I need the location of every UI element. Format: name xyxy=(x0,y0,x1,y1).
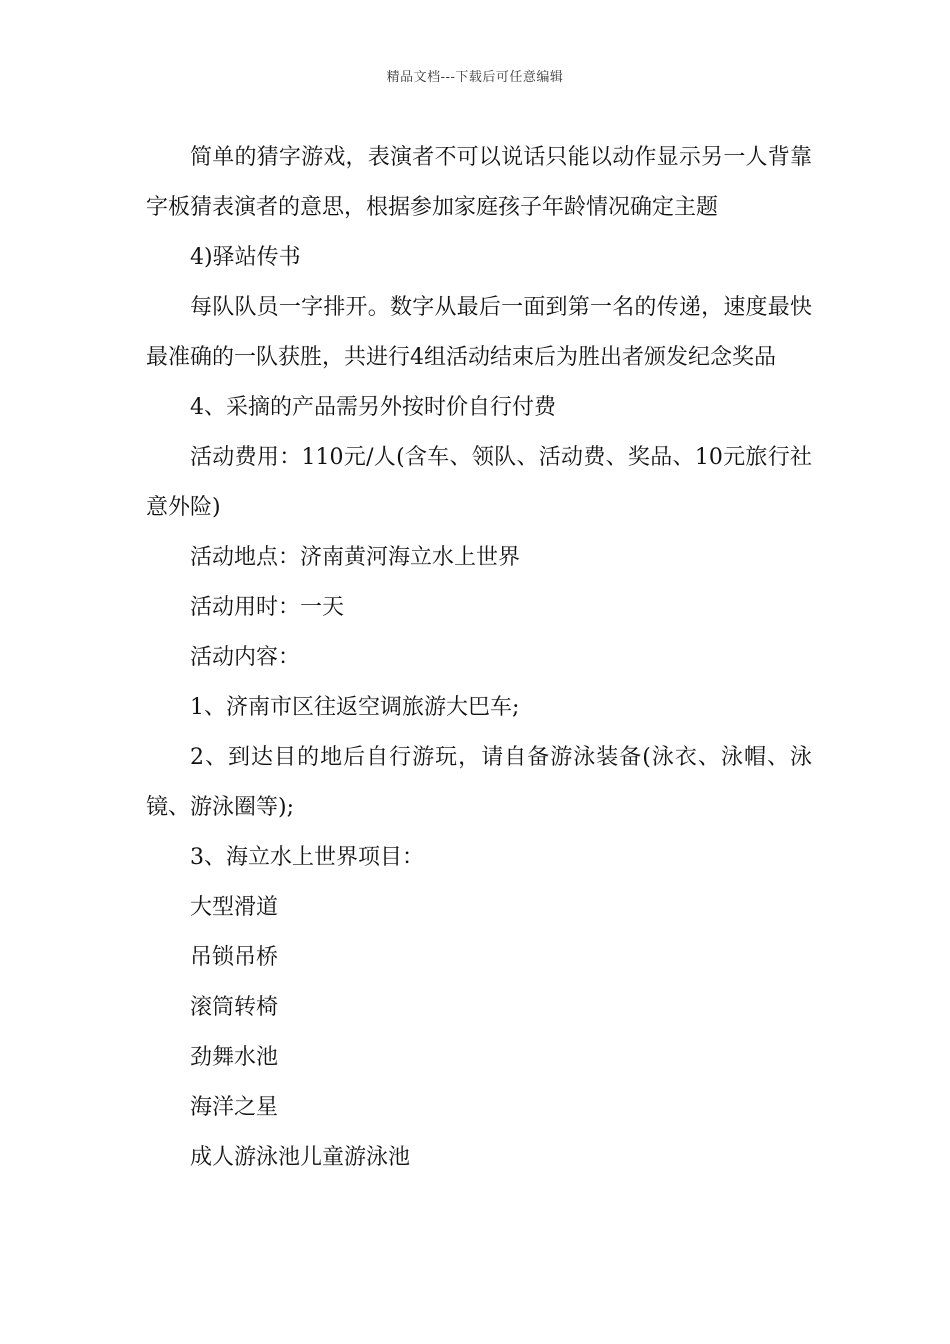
list-item-roller: 滚筒转椅 xyxy=(190,995,279,1020)
list-item-pools: 成人游泳池儿童游泳池 xyxy=(190,1145,411,1170)
paragraph-11: 3、海立水上世界项目： xyxy=(190,845,424,870)
paragraph-1: 简单的猜字游戏，表演者不可以说话只能以动作显示另一人背靠字板猜表演者的意思，根据参加家庭孩子年龄情况确定主题 xyxy=(146,145,812,220)
paragraph-3: 每队队员一字排开。数字从最后一面到第一名的传递，速度最快最准确的一队获胜，共进行4组活动结束后为胜出者颁发纪念奖品 xyxy=(146,295,812,370)
paragraph-10: 2、到达目的地后自行游玩，请自备游泳装备(泳衣、泳帽、泳镜、游泳圈等); xyxy=(146,745,812,820)
list-item-ocean-star: 海洋之星 xyxy=(190,1095,279,1120)
paragraph-9: 1、济南市区往返空调旅游大巴车; xyxy=(190,695,520,720)
list-item-bridge: 吊锁吊桥 xyxy=(190,945,279,970)
paragraph-8: 活动内容： xyxy=(190,645,301,670)
list-item-slide: 大型滑道 xyxy=(190,895,279,920)
list-item-dance-pool: 劲舞水池 xyxy=(190,1045,279,1070)
page-header: 精品文档---下载后可任意编辑 xyxy=(386,70,564,85)
document-body xyxy=(146,133,812,1183)
paragraph-6: 活动地点：济南黄河海立水上世界 xyxy=(190,545,521,570)
paragraph-5: 活动费用：110元/人(含车、领队、活动费、奖品、10元旅行社意外险) xyxy=(146,445,812,520)
paragraph-4: 4、采摘的产品需另外按时价自行付费 xyxy=(190,395,556,420)
paragraph-7: 活动用时：一天 xyxy=(190,595,345,620)
paragraph-2: 4)驿站传书 xyxy=(190,245,301,270)
